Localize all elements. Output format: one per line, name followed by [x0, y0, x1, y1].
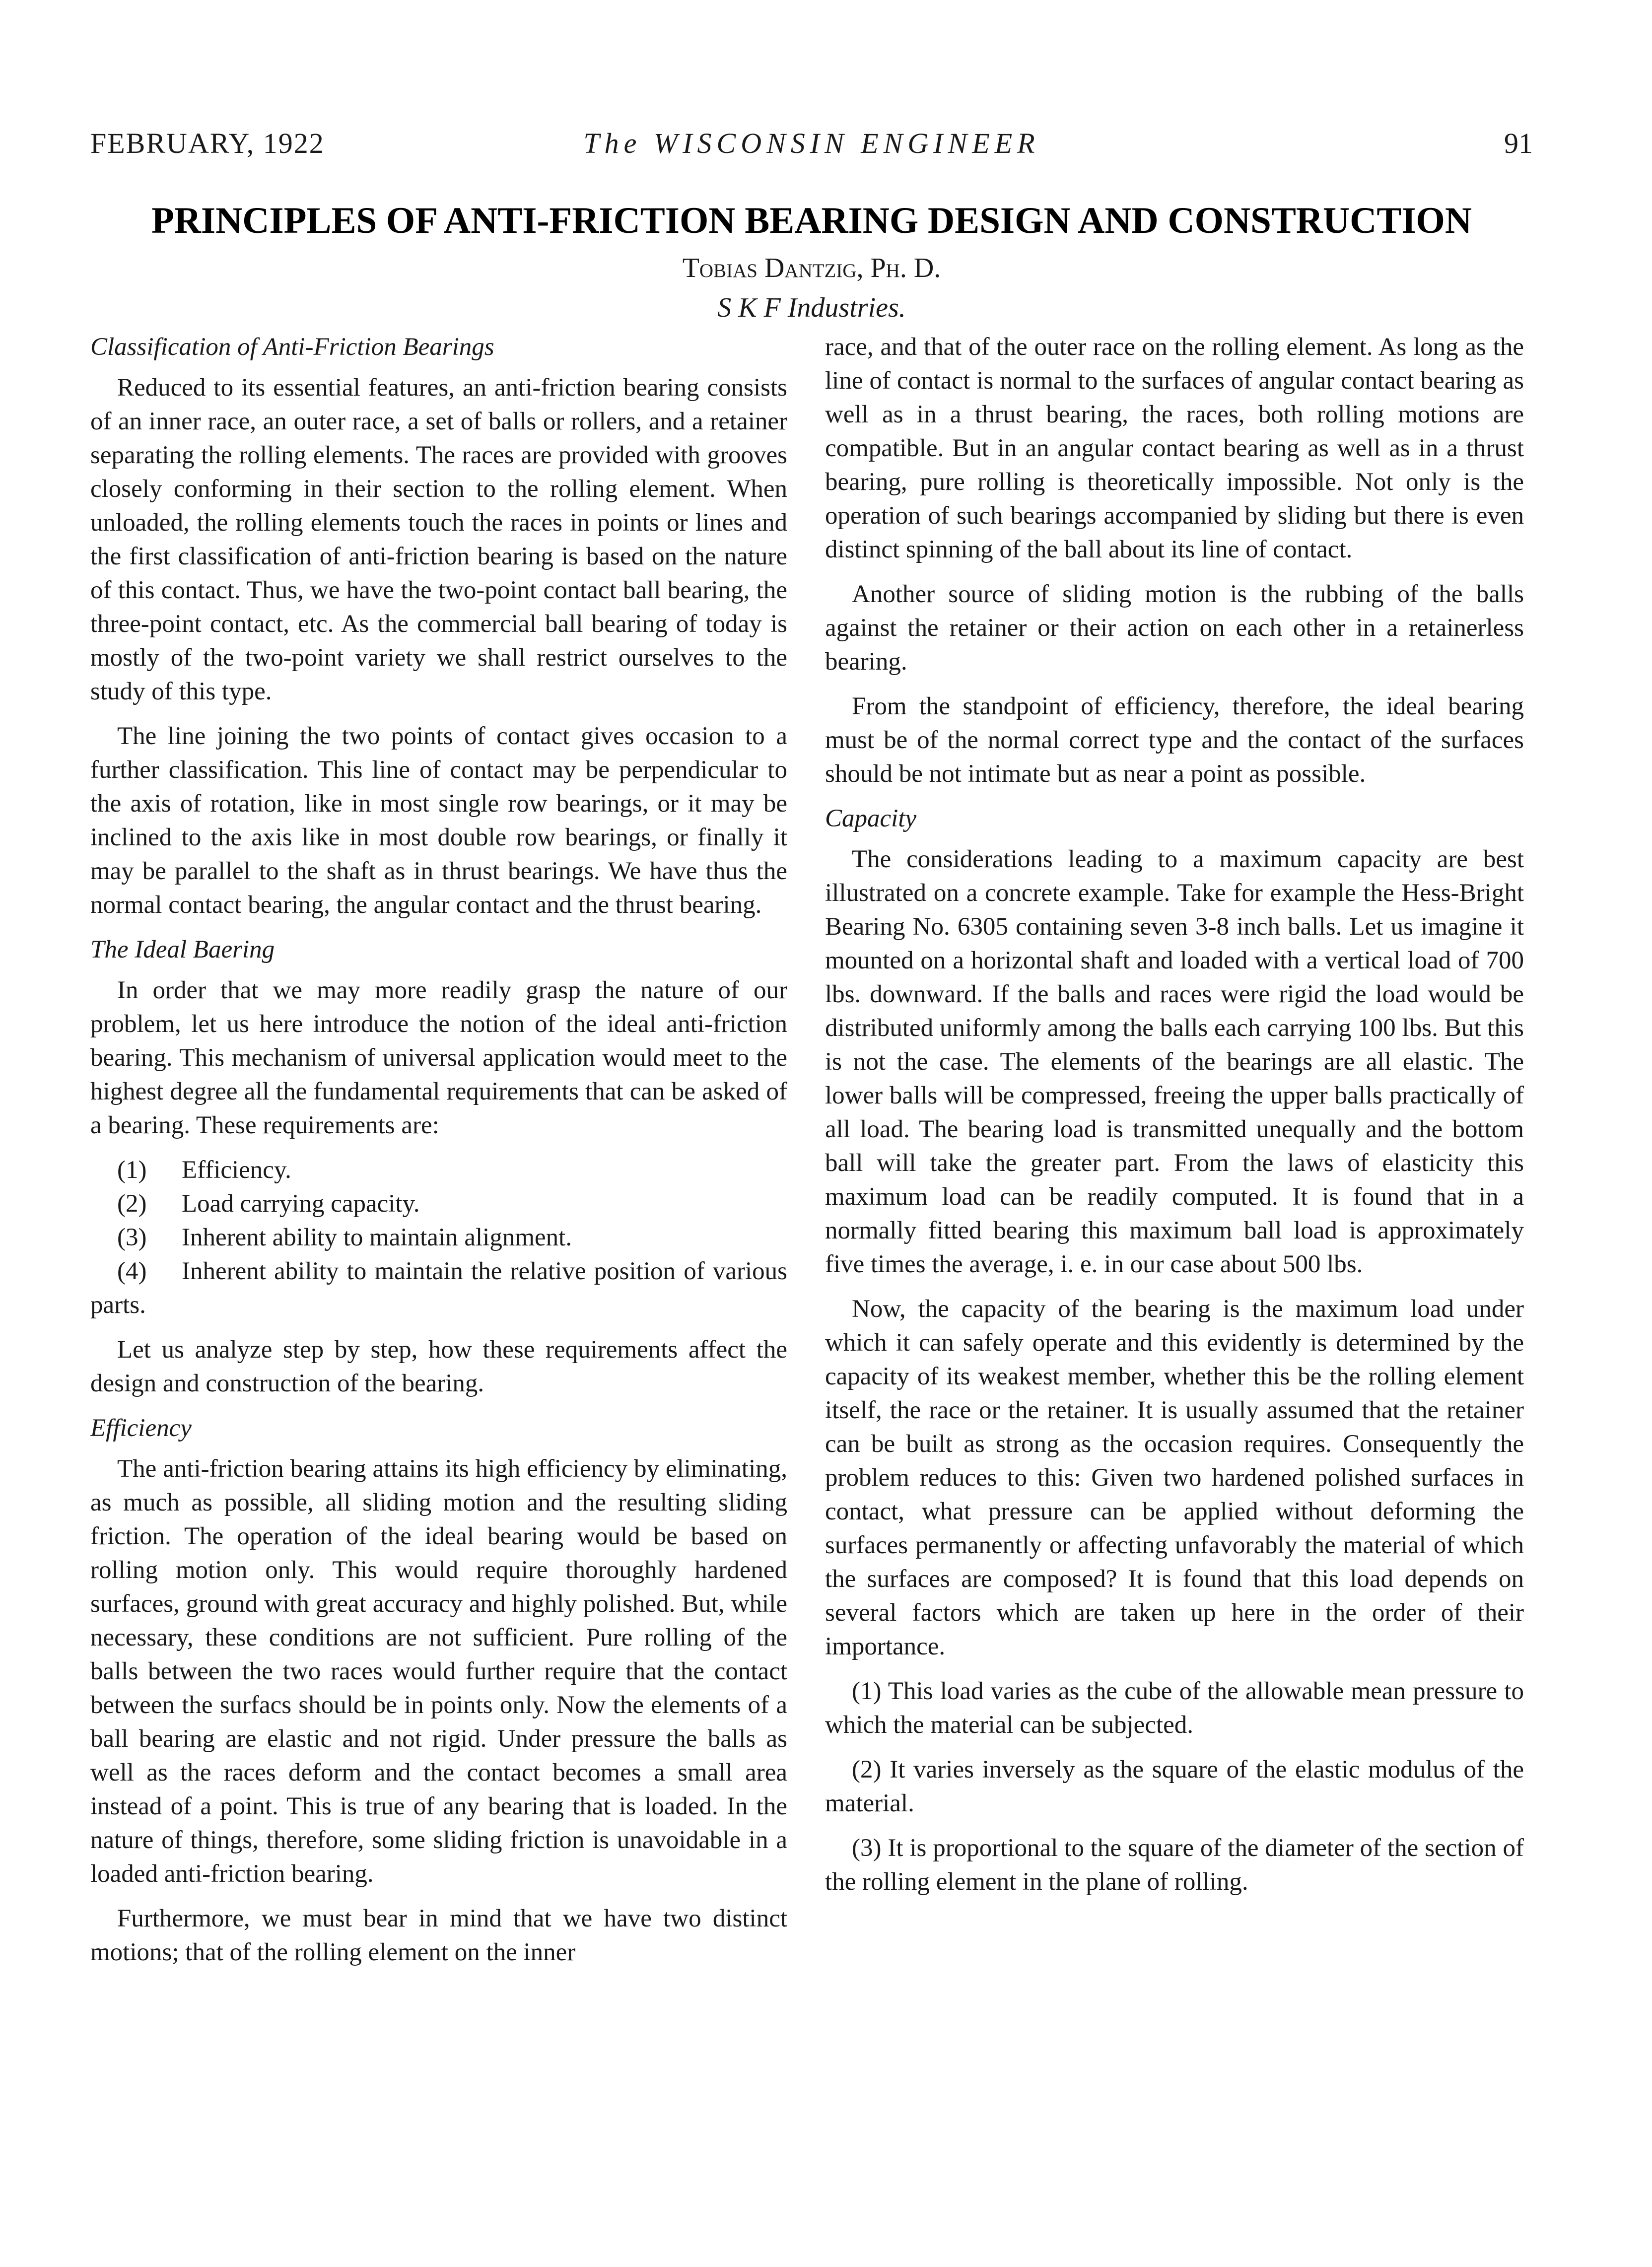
- running-head: [90, 121, 1533, 166]
- list-text: Efficiency.: [182, 1156, 291, 1184]
- list-text: Inherent ability to maintain the relative position of various parts.: [90, 1257, 787, 1319]
- left-column: [90, 330, 787, 2206]
- list-text: Inherent ability to maintain alignment.: [182, 1224, 572, 1251]
- paragraph: Reduced to its essential features, an anti-friction bearing consists of an inner race, an outer race, a set of balls or rollers, and a retainer separating the rolling elements. The races are provided with grooves closely conforming in their section to the rolling element. When unloaded, the rolling elements touch the races in points or lines and the first classification of anti-friction bearing is based on the nature of this contact. Thus, we have the two-point contact ball bearing, the three-point contact, etc. As the commercial ball bearing of today is mostly of the two-point variety we shall restrict ourselves to the study of this type.: [90, 374, 787, 705]
- paragraph: Now, the capacity of the bearing is the maximum load under which it can safely operate and this evidently is determined by the capacity of its weakest member, whether this be the rolling element itself, the race or the retainer. It is usually assumed that the retainer can be built as strong as the occasion requires. Consequently the problem reduces to this: Given two hardened polished surfaces in contact, what pressure can be applied without deforming the surfaces permanently or affecting unfavorably the material of which the surfaces are composed? It is found that this load depends on several factors which are taken up here in the order of their importance.: [825, 1295, 1524, 1660]
- list-item: [90, 1187, 787, 1221]
- paragraph: In order that we may more readily grasp the nature of our problem, let us here introduce the notion of the ideal anti-friction bearing. This mechanism of universal application would meet to the highest degree all the fundamental requirements that can be asked of a bearing. These requirements are:: [90, 976, 787, 1139]
- section-heading-efficiency: Efficiency: [90, 1414, 192, 1442]
- page-number: 91: [1504, 127, 1533, 159]
- section-heading-capacity: Capacity: [825, 805, 917, 832]
- paragraph: Let us analyze step by step, how these requirements affect the design and construction of the bearing.: [90, 1336, 787, 1397]
- paragraph: Furthermore, we must bear in mind that we have two distinct motions; that of the rolling element on the inner: [90, 1905, 787, 1966]
- list-item: [90, 1254, 787, 1322]
- list-number: (3): [117, 1224, 147, 1251]
- list-number: (2): [117, 1190, 147, 1218]
- article-title: PRINCIPLES OF ANTI-FRICTION BEARING DESIGN AND CONSTRUCTION: [151, 200, 1472, 241]
- paragraph: From the standpoint of efficiency, therefore, the ideal bearing must be of the normal correct type and the contact of the surfaces should be not intimate but as near a point as possible.: [825, 692, 1524, 788]
- paragraph: The line joining the two points of contact gives occasion to a further classification. This line of contact may be perpendicular to the axis of rotation, like in most single row bearings, or it may be inclined to the axis like in most double row bearings, or finally it may be parallel to the shaft as in thrust bearings. We have thus the normal contact bearing, the angular contact and the thrust bearing.: [90, 722, 787, 919]
- list-item: [90, 1153, 787, 1187]
- journal-name: The WISCONSIN ENGINEER: [583, 127, 1040, 159]
- section-heading-classification: Classification of Anti-Friction Bearings: [90, 333, 494, 361]
- issue-date: FEBRUARY, 1922: [90, 127, 325, 159]
- paragraph: The considerations leading to a maximum capacity are best illustrated on a concrete example. Take for example the Hess-Bright Bearing No. 6305 containing seven 3-8 inch balls. Let us imagine it mounted on a horizontal shaft and loaded with a vertical load of 700 lbs. downward. If the balls and races were rigid the load would be distributed uniformly among the balls each carrying 100 lbs. But this is not the case. The elements of the bearings are all elastic. The lower balls will be compressed, freeing the upper balls practically of all load. The bearing load is transmitted unequally and the bottom ball will take the greater part. From the laws of elasticity this maximum load can be readily computed. It is found that in a normally fitted bearing this maximum ball load is approximately five times the average, i. e. in our case about 500 lbs.: [825, 845, 1524, 1278]
- factor-item: (3) It is proportional to the square of the diameter of the section of the rolling element in the plane of rolling.: [825, 1834, 1524, 1896]
- right-column: [825, 330, 1524, 2206]
- affiliation: S K F Industries.: [717, 292, 906, 323]
- author: Tobias Dantzig, Ph. D.: [682, 253, 941, 283]
- list-item: [90, 1221, 787, 1254]
- factor-item: (1) This load varies as the cube of the allowable mean pressure to which the material can be subjected.: [825, 1677, 1524, 1739]
- list-number: (1): [117, 1156, 147, 1184]
- paragraph: race, and that of the outer race on the rolling element. As long as the line of contact is normal to the surfaces of angular contact bearing as well as in a thrust bearing, the races, both rolling motions are compatible. But in an angular contact bearing as well as in a thrust bearing, pure rolling is theoretically impossible. Not only is the operation of such bearings accompanied by sliding but there is even distinct spinning of the ball about its line of contact.: [825, 333, 1524, 563]
- factor-item: (2) It varies inversely as the square of the elastic modulus of the material.: [825, 1756, 1524, 1817]
- paragraph: Another source of sliding motion is the rubbing of the balls against the retainer or their action on each other in a retainerless bearing.: [825, 580, 1524, 676]
- list-number: (4): [117, 1257, 147, 1285]
- list-text: Load carrying capacity.: [182, 1190, 420, 1218]
- section-heading-ideal-bearing: The Ideal Baering: [90, 936, 275, 963]
- byline: [90, 248, 1533, 328]
- paragraph: The anti-friction bearing attains its high efficiency by eliminating, as much as possible, all sliding motion and the resulting sliding friction. The operation of the ideal bearing would be based on rolling motion only. This would require thoroughly hardened surfaces, ground with great accuracy and highly polished. But, while necessary, these conditions are not sufficient. Pure rolling of the balls between the two races would further require that the contact between the surfacs should be in points only. Now the elements of a ball bearing are elastic and not rigid. Under pressure the balls as well as the races deform and the contact becomes a small area instead of a point. This is true of any bearing that is loaded. In the nature of things, therefore, some sliding friction is unavoidable in a loaded anti-friction bearing.: [90, 1455, 787, 1888]
